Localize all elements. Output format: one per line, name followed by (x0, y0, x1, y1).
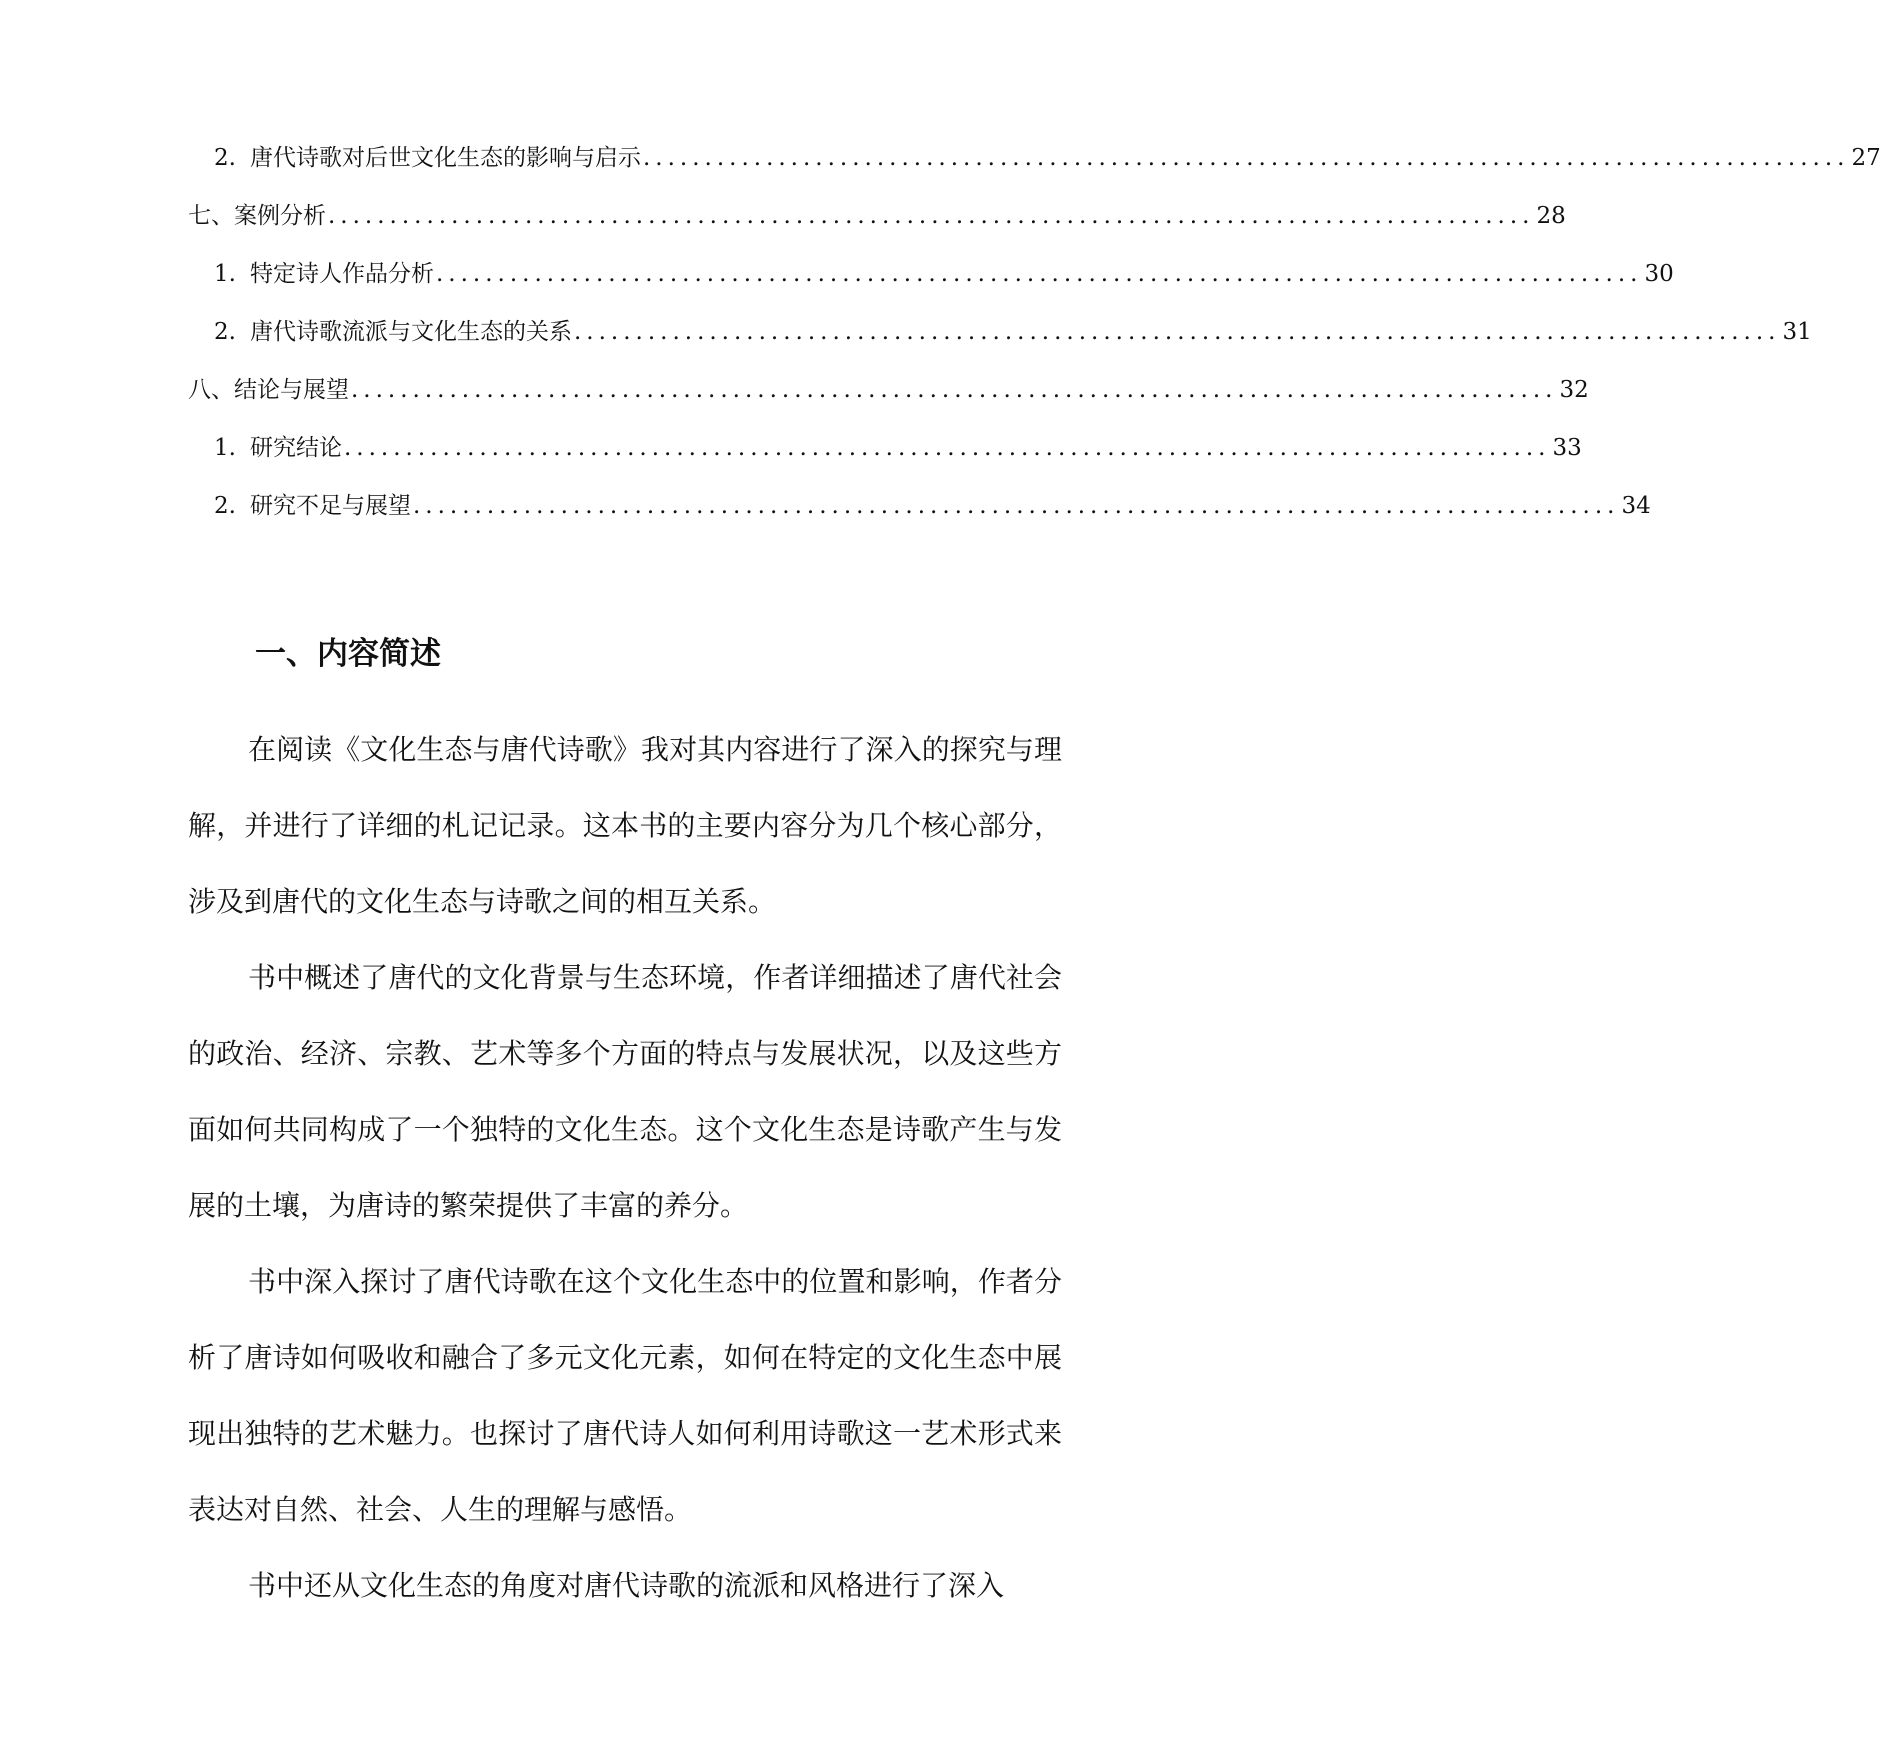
toc-entry-number: 1. (214, 435, 236, 461)
toc-entry-title: 特定诗人作品分析 (249, 261, 434, 287)
toc-entry-number: 1. (214, 261, 236, 287)
toc-leader-dots: .................................................................................................. (642, 145, 1850, 171)
toc-entry-title: 七、案例分析 (188, 203, 326, 229)
toc-entry-number: 2. (214, 493, 236, 519)
toc-entry[interactable] (214, 428, 1582, 468)
toc-entry[interactable] (188, 196, 1566, 236)
toc-entry-page: 33 (1552, 435, 1582, 461)
toc-entry[interactable] (188, 370, 1589, 410)
paragraph: 书中还从文化生态的角度对唐代诗歌的流派和风格进行了深入 (248, 1569, 1005, 1602)
toc-leader-dots: .................................................................................................. (343, 435, 1551, 461)
section-heading: 一、内容简述 (255, 636, 441, 672)
toc-leader-dots: .................................................................................................. (573, 319, 1781, 345)
paragraph: 书中概述了唐代的文化背景与生态环境，作者详细描述了唐代社会的政治、经济、宗教、艺术等多个方面的特点与发展状况，以及这些方面如何共同构成了一个独特的文化生态。这个文化生态是诗歌产生与发展的土壤，为唐诗的繁荣提供了丰富的养分。 (188, 961, 1062, 1222)
toc-entry-number: 2. (214, 145, 236, 171)
toc-entry-page: 27 (1851, 145, 1881, 171)
toc-entry[interactable] (214, 254, 1674, 294)
toc-entry-title: 研究不足与展望 (249, 493, 411, 519)
toc-entry-title: 八、结论与展望 (188, 377, 349, 403)
paragraph: 书中深入探讨了唐代诗歌在这个文化生态中的位置和影响，作者分析了唐诗如何吸收和融合了多元文化元素，如何在特定的文化生态中展现出独特的艺术魅力。也探讨了唐代诗人如何利用诗歌这一艺术形式来表达对自然、社会、人生的理解与感悟。 (188, 1265, 1062, 1526)
toc-leader-dots: .................................................................................................. (412, 493, 1620, 519)
toc-entry-page: 34 (1621, 493, 1651, 519)
toc-leader-dots: .................................................................................................. (351, 377, 1558, 403)
toc-entry-title: 唐代诗歌对后世文化生态的影响与启示 (249, 145, 641, 171)
toc-entry-page: 31 (1782, 319, 1812, 345)
toc-entry-page: 32 (1559, 377, 1589, 403)
toc-entry[interactable] (214, 486, 1651, 526)
toc-entry[interactable] (214, 312, 1812, 352)
toc-entry-number: 2. (214, 319, 236, 345)
paragraph: 在阅读《文化生态与唐代诗歌》我对其内容进行了深入的探究与理解，并进行了详细的札记记录。这本书的主要内容分为几个核心部分，涉及到唐代的文化生态与诗歌之间的相互关系。 (188, 733, 1062, 918)
toc-entry-title: 唐代诗歌流派与文化生态的关系 (249, 319, 572, 345)
section-body (188, 712, 1062, 1624)
toc-entry[interactable] (214, 138, 1881, 178)
toc-entry-page: 28 (1536, 203, 1566, 229)
toc-entry-title: 研究结论 (249, 435, 342, 461)
toc-leader-dots: .................................................................................................. (328, 203, 1535, 229)
toc-leader-dots: .................................................................................................. (435, 261, 1643, 287)
toc-entry-page: 30 (1644, 261, 1674, 287)
